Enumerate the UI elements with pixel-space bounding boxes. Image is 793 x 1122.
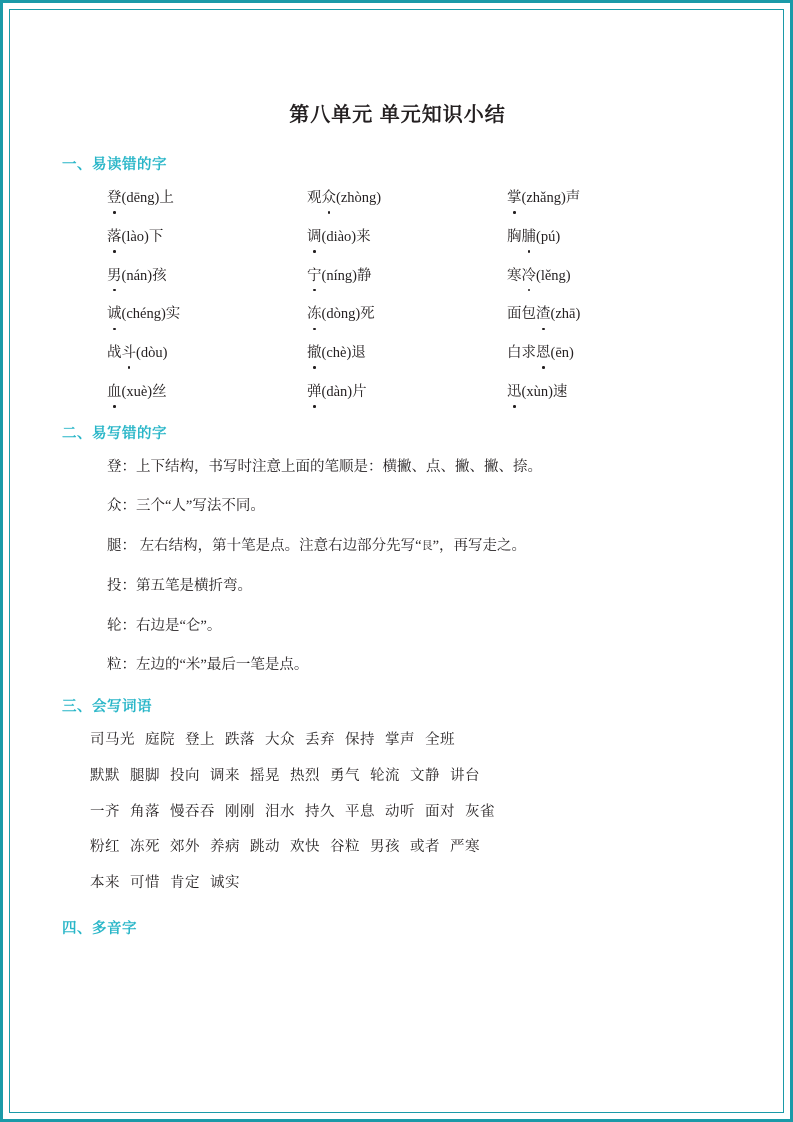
word: 默默 <box>90 767 120 784</box>
word: 勇气 <box>330 767 360 784</box>
pinyin-reading: (chéng) <box>121 306 166 323</box>
pinyin-dotted-char: 男 <box>107 266 122 288</box>
pinyin-suffix: 实 <box>165 306 181 323</box>
word: 大众 <box>265 732 295 748</box>
pinyin-reading: (ēn) <box>550 345 574 361</box>
pinyin-dotted-char: 斗 <box>122 343 137 365</box>
word: 文静 <box>410 767 440 784</box>
word: 诚实 <box>210 875 240 891</box>
word: 面对 <box>425 803 455 820</box>
pinyin-dotted-char: 冻 <box>307 304 322 326</box>
pinyin-prefix: 观 <box>307 190 322 206</box>
pinyin-dotted-char: 冷 <box>522 266 537 288</box>
pinyin-reading: (dòng) <box>321 306 361 323</box>
pinyin-dotted-char: 掌 <box>507 188 522 210</box>
pinyin-item <box>307 227 507 249</box>
page-inner-border <box>9 9 784 1113</box>
word: 掌声 <box>385 732 415 748</box>
word: 热烈 <box>290 767 320 784</box>
word: 全班 <box>425 732 455 748</box>
word: 摇晃 <box>250 767 280 784</box>
pinyin-item <box>107 266 307 288</box>
pinyin-reading: (dēng) <box>121 190 160 206</box>
pinyin-dotted-char: 诚 <box>107 304 122 326</box>
note-list <box>107 457 733 678</box>
word: 讲台 <box>450 767 480 784</box>
pinyin-suffix: 下 <box>148 228 164 245</box>
pinyin-prefix: 白求 <box>507 345 536 361</box>
word: 丢弃 <box>305 732 335 748</box>
note-text: 左边的“米”最后一笔是点。 <box>136 657 309 674</box>
word: 动听 <box>385 803 415 820</box>
pinyin-dotted-char: 登 <box>107 188 122 210</box>
pinyin-suffix: 片 <box>352 383 367 400</box>
pinyin-suffix: 来 <box>356 228 371 245</box>
word: 调来 <box>210 767 240 784</box>
word: 刚刚 <box>225 803 255 820</box>
note-text: 第五笔是横折弯。 <box>136 577 252 594</box>
pinyin-item <box>507 266 707 288</box>
word: 跌落 <box>225 732 255 748</box>
pinyin-dotted-char: 渣 <box>536 304 551 326</box>
pinyin-reading: (xuè) <box>121 383 153 400</box>
pinyin-reading: (chè) <box>321 345 352 361</box>
pinyin-item <box>507 227 707 249</box>
word: 养病 <box>210 839 240 856</box>
word-row <box>90 766 733 788</box>
word: 男孩 <box>370 839 400 856</box>
pinyin-suffix: 死 <box>360 306 375 323</box>
pinyin-item <box>307 266 507 288</box>
pinyin-prefix: 胸 <box>507 228 522 245</box>
pinyin-prefix: 寒 <box>507 267 522 284</box>
section-words-to-write <box>62 695 733 895</box>
note-key: 腿： <box>107 538 136 554</box>
pinyin-suffix: 上 <box>159 190 174 206</box>
note-text: 三个“人”写法不同。 <box>136 498 265 515</box>
pinyin-dotted-char: 调 <box>307 227 322 249</box>
pinyin-reading: (xùn) <box>521 383 553 400</box>
note-line <box>107 576 733 598</box>
word: 跳动 <box>250 839 280 856</box>
note-text: 左右结构，第十笔是点。注意右边部分先写“ <box>136 538 422 554</box>
note-line <box>107 457 733 479</box>
pinyin-item <box>507 304 707 326</box>
word-list <box>90 730 733 895</box>
note-key: 登： <box>107 458 136 475</box>
word: 肯定 <box>170 875 200 891</box>
pinyin-reading: (pú) <box>536 228 561 245</box>
pinyin-prefix: 面包 <box>507 306 536 323</box>
pinyin-dotted-char: 落 <box>107 227 122 249</box>
pinyin-item <box>307 382 507 404</box>
pinyin-dotted-char: 血 <box>107 382 122 404</box>
pinyin-item <box>107 227 307 249</box>
pinyin-reading: (nán) <box>121 267 153 284</box>
pinyin-word-grid <box>107 188 733 404</box>
note-key: 粒： <box>107 657 136 674</box>
pinyin-item <box>307 343 507 365</box>
note-key: 投： <box>107 577 136 594</box>
section-heading: 二、易写错的字 <box>62 425 167 442</box>
pinyin-suffix: 孩 <box>152 267 167 284</box>
word: 庭院 <box>145 732 175 748</box>
pinyin-reading: (diào) <box>321 228 357 245</box>
note-line <box>107 536 733 558</box>
word-row <box>90 730 733 752</box>
pinyin-dotted-char: 撤 <box>307 343 322 365</box>
word: 严寒 <box>450 839 480 856</box>
note-text: 上下结构，书写时注意上面的笔顺是：横撇、点、撇、撇、捺。 <box>136 458 542 475</box>
word: 登上 <box>185 732 215 748</box>
word: 腿脚 <box>130 767 160 784</box>
pinyin-item <box>307 304 507 326</box>
word: 投向 <box>170 767 200 784</box>
pinyin-reading: (zhòng) <box>336 190 382 206</box>
word: 本来 <box>90 875 120 891</box>
section-easily-misread <box>62 153 733 404</box>
word: 谷粒 <box>330 839 360 856</box>
word: 或者 <box>410 839 440 856</box>
note-key: 轮： <box>107 617 136 634</box>
word-row <box>90 802 733 824</box>
word: 泪水 <box>265 803 295 820</box>
word: 粉红 <box>90 839 120 856</box>
pinyin-dotted-char: 宁 <box>307 266 322 288</box>
pinyin-item <box>107 382 307 404</box>
pinyin-reading: (dàn) <box>321 383 353 400</box>
page-content <box>10 10 785 956</box>
section-polyphonic-characters <box>62 917 733 938</box>
pinyin-suffix: 丝 <box>152 383 167 400</box>
word: 欢快 <box>290 839 320 856</box>
word: 可惜 <box>130 875 160 891</box>
note-inline-char: 艮 <box>421 540 433 552</box>
section-heading: 一、易读错的字 <box>62 157 167 173</box>
pinyin-suffix: 退 <box>351 345 366 361</box>
pinyin-reading: (zhǎng) <box>521 190 566 206</box>
pinyin-dotted-char: 脯 <box>522 227 537 249</box>
word: 灰雀 <box>465 803 495 820</box>
pinyin-reading: (zhā) <box>550 306 581 323</box>
pinyin-reading: (lào) <box>121 228 149 245</box>
word: 角落 <box>130 803 160 820</box>
pinyin-reading: (dòu) <box>136 345 168 361</box>
pinyin-dotted-char: 弹 <box>307 382 322 404</box>
word: 郊外 <box>170 839 200 856</box>
word: 冻死 <box>130 839 160 856</box>
word: 慢吞吞 <box>170 803 215 820</box>
note-line <box>107 616 733 638</box>
word: 保持 <box>345 732 375 748</box>
pinyin-dotted-char: 众 <box>322 188 337 210</box>
word-row <box>90 873 733 895</box>
word-row <box>90 837 733 859</box>
pinyin-item <box>507 188 707 210</box>
note-text: 右边是“仑”。 <box>136 617 222 634</box>
pinyin-dotted-char: 迅 <box>507 382 522 404</box>
pinyin-suffix: 速 <box>552 383 568 400</box>
pinyin-reading: (lěng) <box>536 267 571 284</box>
pinyin-item <box>507 382 707 404</box>
pinyin-suffix: 声 <box>565 190 581 206</box>
word: 轮流 <box>370 767 400 784</box>
pinyin-dotted-char: 恩 <box>536 343 551 365</box>
pinyin-item <box>107 304 307 326</box>
word: 持久 <box>305 803 335 820</box>
pinyin-suffix: 静 <box>356 267 372 284</box>
section-heading: 四、多音字 <box>62 920 137 937</box>
word: 一齐 <box>90 803 120 820</box>
note-text-continued: ”，再写走之。 <box>432 538 526 554</box>
section-easily-miswritten <box>62 422 733 678</box>
pinyin-item <box>107 188 307 210</box>
note-line <box>107 655 733 677</box>
note-key: 众： <box>107 498 136 515</box>
page-title: 第八单元 单元知识小结 <box>289 104 506 126</box>
word: 平息 <box>345 803 375 820</box>
section-heading: 三、会写词语 <box>62 699 152 715</box>
pinyin-item <box>307 188 507 210</box>
pinyin-reading: (níng) <box>321 267 357 284</box>
pinyin-item <box>107 343 307 365</box>
note-line <box>107 496 733 518</box>
pinyin-item <box>507 343 707 365</box>
pinyin-prefix: 战 <box>107 345 122 361</box>
word: 司马光 <box>90 732 135 748</box>
